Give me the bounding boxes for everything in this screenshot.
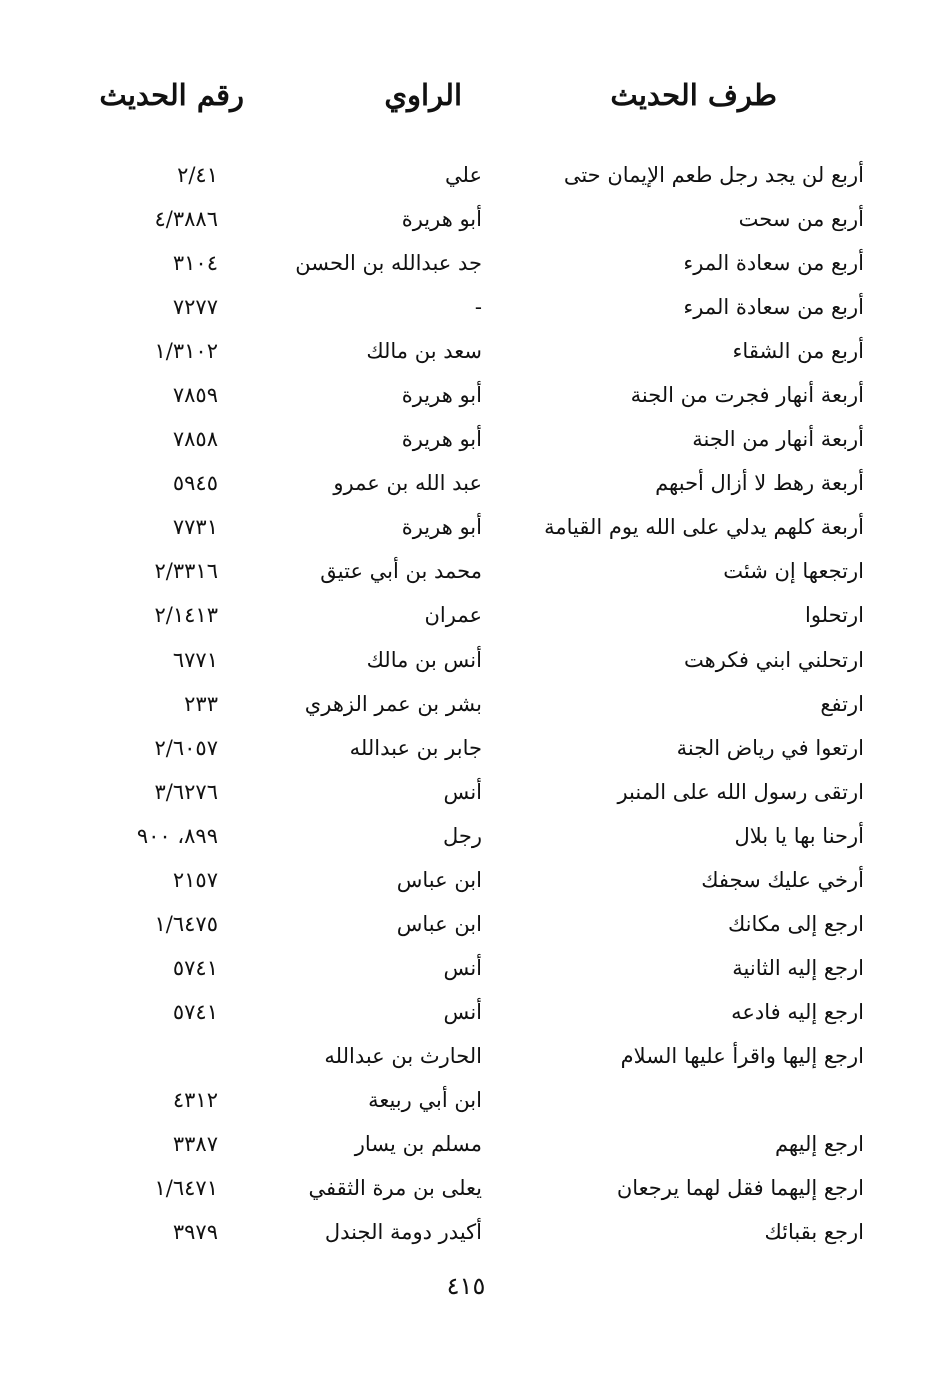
page-number: ٤١٥: [446, 1272, 486, 1300]
hadith-text: ارجع إلى مكانك: [727, 911, 864, 936]
hadith-text: أربع من سعادة المرء: [683, 251, 864, 276]
table-header: [0, 78, 932, 128]
hadith-text: أرخي عليك سجفك: [701, 867, 864, 892]
narrator: أكيدر دومة الجندل: [324, 1220, 482, 1245]
hadith-number: ٥٧٤١: [172, 999, 218, 1024]
hadith-text: أربعة رهط لا أزال أحبهم: [655, 471, 864, 496]
narrator: ابن عباس: [396, 911, 482, 936]
table-row: [0, 595, 932, 639]
hadith-text: ارجع إليهما فقل لهما يرجعان: [616, 1176, 864, 1201]
hadith-index-table: [0, 155, 932, 1256]
narrator: ابن عباس: [396, 867, 482, 892]
hadith-text: ارجع إليها واقرأ عليها السلام: [620, 1043, 864, 1068]
hadith-number: ٧٢٧٧: [172, 295, 218, 320]
hadith-text: ارجع إليه فادعه: [731, 999, 864, 1024]
hadith-number: ٣١٠٤: [172, 251, 218, 276]
narrator: أبو هريرة: [401, 427, 482, 452]
narrator: أبو هريرة: [401, 383, 482, 408]
hadith-number: ١/٦٤٧٥: [154, 911, 218, 936]
hadith-text: أربع من سعادة المرء: [683, 295, 864, 320]
hadith-number: ٢٣٣: [184, 691, 218, 716]
narrator: جابر بن عبدالله: [349, 735, 482, 760]
table-row: [0, 243, 932, 287]
table-row: [0, 375, 932, 419]
hadith-number: ٢/٦٠٥٧: [154, 735, 218, 760]
hadith-number: ٧٧٣١: [172, 515, 218, 540]
hadith-text: ارجع بقبائك: [764, 1220, 864, 1245]
hadith-text: ارجع إليه الثانية: [732, 955, 864, 980]
narrator: محمد بن أبي عتيق: [320, 559, 482, 584]
table-row: [0, 1036, 932, 1080]
hadith-text: ارتحلوا: [804, 603, 864, 628]
header-narrator: الراوي: [384, 78, 462, 112]
narrator: جد عبدالله بن الحسن: [295, 251, 482, 276]
hadith-number: ٤٣١٢: [172, 1087, 218, 1112]
hadith-text: أربع لن يجد رجل طعم الإيمان حتى: [563, 163, 864, 187]
table-row: [0, 772, 932, 816]
table-row: [0, 1124, 932, 1168]
hadith-text: أربعة أنهار من الجنة: [692, 427, 864, 452]
table-row: [0, 904, 932, 948]
narrator: رجل: [442, 823, 482, 848]
narrator: -: [474, 295, 482, 320]
table-row: [0, 860, 932, 904]
narrator: أنس: [443, 999, 482, 1024]
table-row: [0, 1212, 932, 1256]
narrator: بشر بن عمر الزهري: [304, 691, 482, 716]
hadith-text: ارتعوا في رياض الجنة: [676, 735, 864, 760]
header-number: رقم الحديث: [99, 78, 244, 112]
hadith-number: ٨٩٩، ٩٠٠: [136, 823, 218, 848]
hadith-number: ٣/٦٢٧٦: [154, 779, 218, 804]
hadith-number: ٢١٥٧: [172, 867, 218, 892]
hadith-text: ارتقى رسول الله على المنبر: [617, 779, 864, 804]
narrator: مسلم بن يسار: [354, 1132, 482, 1157]
hadith-number: ٧٨٥٩: [172, 383, 218, 408]
hadith-number: ٥٧٤١: [172, 955, 218, 980]
table-row: [0, 155, 932, 199]
table-row: [0, 331, 932, 375]
hadith-number: ٢/١٤١٣: [154, 603, 218, 628]
table-row: [0, 816, 932, 860]
table-row: [0, 463, 932, 507]
hadith-text: أرحنا بها يا بلال: [734, 823, 864, 848]
table-row: [0, 992, 932, 1036]
hadith-text: أربعة أنهار فجرت من الجنة: [630, 383, 864, 408]
table-row: [0, 199, 932, 243]
header-hadith: طرف الحديث: [610, 78, 777, 112]
hadith-number: ٧٨٥٨: [172, 427, 218, 452]
hadith-number: ٥٩٤٥: [172, 471, 218, 496]
hadith-number: ٣٣٨٧: [172, 1132, 218, 1157]
hadith-text: أربعة كلهم يدلي على الله يوم القيامة: [544, 515, 864, 540]
hadith-text: ارتجعها إن شئت: [723, 559, 864, 584]
table-row: [0, 684, 932, 728]
narrator: عمران: [424, 603, 482, 628]
narrator: أنس: [443, 955, 482, 980]
narrator: عبد الله بن عمرو: [333, 471, 482, 496]
hadith-text: ارجع إليهم: [774, 1132, 864, 1157]
table-row: [0, 948, 932, 992]
hadith-number: ٢/٣٣١٦: [154, 559, 218, 584]
table-row: [0, 551, 932, 595]
table-row: [0, 419, 932, 463]
hadith-text: ارتفع: [820, 691, 864, 716]
hadith-number: ٤/٣٨٨٦: [154, 207, 218, 232]
hadith-number: ١/٣١٠٢: [154, 339, 218, 364]
table-row: [0, 640, 932, 684]
hadith-text: أربع من الشقاء: [732, 339, 864, 364]
narrator: يعلى بن مرة الثقفي: [308, 1176, 482, 1201]
table-row: [0, 728, 932, 772]
narrator: علي: [445, 163, 482, 187]
narrator: أبو هريرة: [401, 515, 482, 540]
narrator: أنس: [443, 779, 482, 804]
narrator: سعد بن مالك: [366, 339, 482, 364]
hadith-number: ١/٦٤٧١: [154, 1176, 218, 1201]
table-row: [0, 1080, 932, 1124]
narrator: ابن أبي ربيعة: [368, 1087, 482, 1112]
hadith-number: ٣٩٧٩: [172, 1220, 218, 1245]
narrator: الحارث بن عبدالله: [324, 1043, 482, 1068]
narrator: أنس بن مالك: [366, 647, 482, 672]
narrator: أبو هريرة: [401, 207, 482, 232]
hadith-number: ٢/٤١: [177, 163, 218, 187]
table-row: [0, 507, 932, 551]
hadith-text: ارتحلني ابني فكرهت: [684, 647, 864, 672]
table-row: [0, 287, 932, 331]
hadith-number: ٦٧٧١: [172, 647, 218, 672]
table-row: [0, 1168, 932, 1212]
hadith-text: أربع من سحت: [738, 207, 864, 232]
